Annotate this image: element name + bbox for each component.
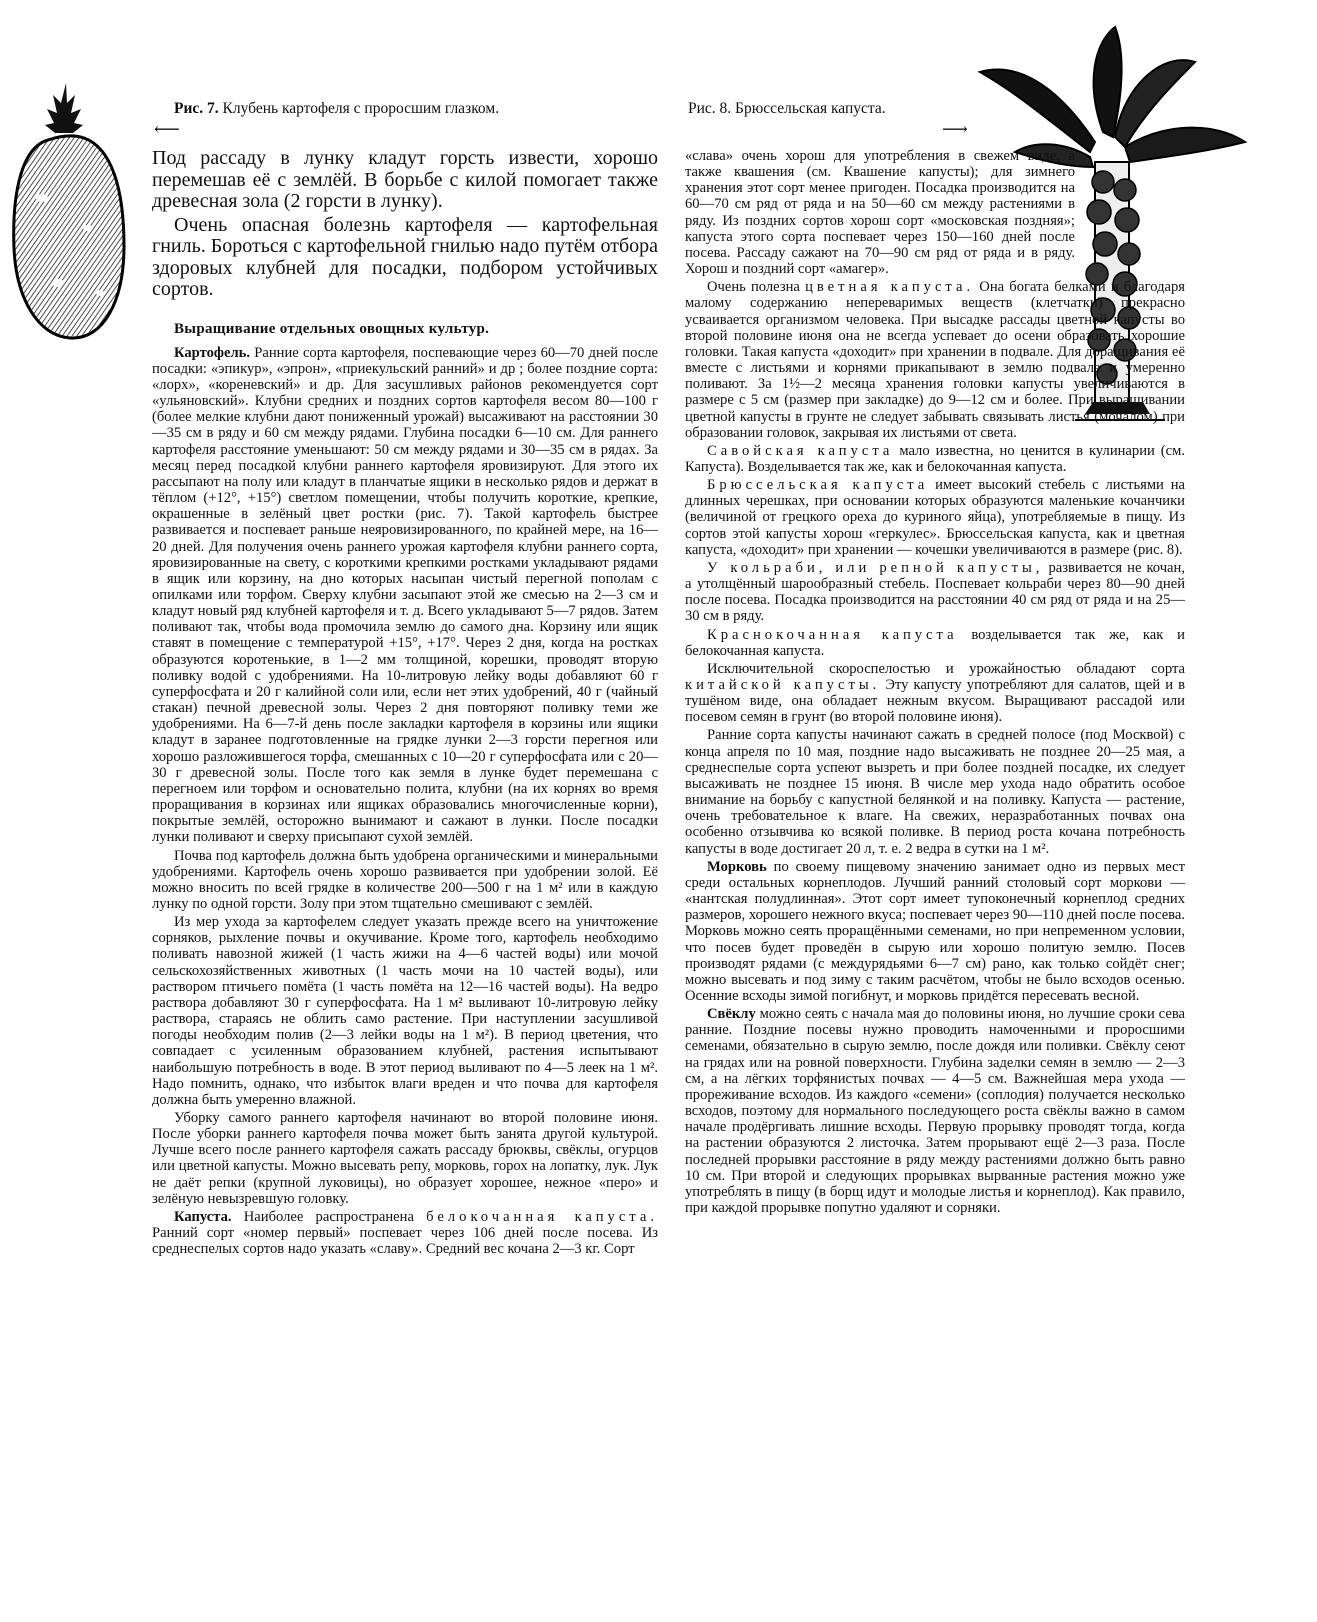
potato-lead: Картофель. (174, 344, 251, 361)
figure-7-text: Клубень картофеля с проросшим глазком. (222, 100, 500, 117)
intro-paragraph-2: Очень опасная болезнь картофеля — картофельная гниль. Бороться с картофельной гнилью надо путём отбора здоровых клубней для посадки, подбором устойчивых сортов. (152, 213, 658, 300)
figure-8-caption (688, 100, 886, 118)
cabbage-lead: Капуста. (174, 1208, 232, 1225)
intro-paragraphs (152, 148, 658, 301)
right-paragraph-2: Очень полезна цветная капуста. Она богата белками и благодаря малому содержанию непереваримых веществ (клетчатки) прекрасно усваивается организмом человека. При высадке рассады цветной капусты во второй половине июня она не всегда успевает до осени образовать хорошие головки. Такая капуста «доходит» при хранении в подвале. Для доращивания её вместе с листьями и корнями прикапывают в землю подвала и умеренно поливают. За 1½—2 месяца хранения головки капусты увеличиваются в размере с 5 см (размер при закладке) до 9—12 см и более. При выращивании цветной капусты в грунте не следует забывать связывать листья (мочалом) при образовании головок, закрывая их листьями от света. (685, 279, 1186, 441)
beet-lead: Свёклу (707, 1006, 756, 1023)
right-paragraph-9: Морковь по своему пищевому значению занимает одно из первых мест среди остальных корнеплодов. Лучший ранний столовый сорт моркови — «нантская полудлинная». Этот сорт имеет тупоконечный корнеплод средних размеров, хорошего нежного вкуса; поспевает через 90—110 дней после посева. Морковь можно сеять проращёнными семенами, но при непременном условии, что посев будет проведён в сырую или хорошо политую землю. Посев производят рядами (с междурядьями 6—7 см) рано, как только сойдёт снег; можно высевать и под зиму с таким расчётом, чтобы не было всходов осенью. Осенние всходы зимой погибнут, и морковь придётся пересевать весной. (685, 858, 1185, 1004)
left-column (152, 148, 658, 1259)
right-paragraph-7: Исключительной скороспелостью и урожайностью обладают сорта китайской капусты. Эту капусту употребляют для салатов, щей и в тушёном виде, она обладает нежным вкусом. Выращивают рассадой или посевом семян в грунт (во второй половине июня). (685, 660, 1185, 726)
figure-8-text: Брюссельская капуста. (735, 100, 886, 117)
right-paragraph-3: Савойская капуста мало известна, но ценится в кулинарии (см. Капуста). Возделывается так же, как и белокочанная капуста. (685, 442, 1185, 475)
right-column (685, 148, 1185, 1218)
figure-7-caption (174, 100, 499, 118)
right-arrow-icon: ⟶ (942, 119, 968, 139)
potato-paragraph-4: Уборку самого раннего картофеля начинают во второй половине июня. После уборки раннего картофеля почва может быть занята другой культурой. Лучше всего после раннего картофеля сажать рассаду брюквы, свёклы, огурцов или цветной капусты. Можно высевать репу, морковь, горох на лопатку, лук. Лук не даёт репки (крупной луковицы), но образует хорошее, нежное «перо» и зелёную невызревшую головку. (152, 1110, 658, 1207)
potato-paragraph-1: Картофель. Ранние сорта картофеля, поспевающие через 60—70 дней после посадки: «эпикур», «эпрон», «приекульский ранний» и др ; более поздние сорта: «лорх», «кореневский» и др. Для засушливых районов рекомендуется сорт «ульяновский». Клубни средних и поздних сортов картофеля весом 80—100 г (более мелкие клубни дают пониженный урожай) высаживают на расстоянии 30—35 см в ряду и 60 см между рядами. Глубина посадки 6—10 см. Для раннего картофеля расстояние уменьшают: 50 см между рядами и 30—35 см в рядах. За месяц перед посадкой клубни раннего картофеля яровизируют. Для этого их рассыпают на полу или кладут в планчатые ящики в несколько рядов и держат в тёплом (+12°, +15°) светлом помещении, чтобы получить короткие, крепкие, окрашенные в зелёный цвет ростки (рис. 7). Такой картофель быстрее развивается и поспевает раньше неяровизированного, по крайней мере, на 16—20 дней. Для получения очень раннего урожая картофеля клубни раннего сорта, яровизированные на свету, с короткими крепкими ростками укладывают рядами в ящик или корзину, на дно которых насыпан чистый перегной пополам с опилками или торфом. Сверху клубни засыпают этой же смесью на 2—3 см и кладут новый ряд клубней картофеля и т. д. Всего укладывают 5—7 рядов. Затем поливают так, чтобы вода промочила землю до самого дна. Корзину или ящик ставят в помещение с температурой +15°, +17°. Через 2 дня, когда на ростках образуются коротенькие, в 1—2 мм толщиной, корешки, проводят вторую поливку водой с удобрениями. На 10-литровую лейку воды добавляют 60 г суперфосфата и 20 г калийной соли или, если нет этих удобрений, 40 г (чайный стакан) печной древесной золы. Через 2 дня повторяют поливку теми же удобрениями. На 6—7-й день после закладки картофеля в корзины или ящики кладут в заранее подготовленные на грядке лунки 2—3 горсти перегноя или хорошо разложившегося торфа, смешанных с 10—20 г суперфосфата или с 20—30 г древесной золы. После того как земля в лунке будет перемешана с перегноем или торфом и основательно полита, клубни (на их корнях во время проращивания в корзинах или ящиках образовались многочисленные корни), покрытые землёй, осторожно вынимают и сажают в лунки. После посадки лунки поливают и сверху присыпают сухой землёй. (152, 344, 658, 846)
section-heading: Выращивание отдельных овощных культур. (174, 320, 490, 337)
right-paragraph-1: «слава» очень хорош для употребления в свежем виде, а также квашения (см. Квашение капусты); для зимнего хранения этот сорт менее пригоден. Посадка производится на 60—70 см ряд от ряда и на 50—60 см между растениями в ряду. Из поздних сортов хорош сорт «московская поздняя»; капуста этого сорта поспевает через 150—160 дней после посева. Рассаду сажают на 70—90 см ряд от ряда и в ряду. Хорош и поздний сорт «амагер». (685, 148, 1075, 278)
cabbage-paragraph: Капуста. Наиболее распространена белокочанная капуста. Ранний сорт «номер первый» поспевает через 106 дней после посева. Из среднеспелых сортов надо указать «славу». Средний вес кочана 2—3 кг. Сорт (152, 1208, 658, 1258)
intro-paragraph-1: Под рассаду в лунку кладут горсть извести, хорошо перемешав её с землёй. В борьбе с килой помогает также древесная зола (2 горсти в лунку). (152, 147, 658, 212)
left-arrow-icon: ⟵ (154, 119, 180, 139)
right-paragraph-8: Ранние сорта капусты начинают сажать в средней полосе (под Москвой) с конца апреля по 10 мая, поздние надо высаживать не позднее 20—25 мая, а среднеспелые сорта успеют вызреть и при более поздней посадке, их следует высаживать не позднее 15 июня. В числе мер ухода надо обратить особое внимание на борьбу с капустной белянкой и на поливку. Капуста — растение, очень требовательное к влаге. На свежих, неразработанных почвах она особенно отзывчива ко всякой поливке. В период роста кочана потребность капусты в воде достигает 20 л, т. е. 2 ведра в сутки на 1 м². (685, 727, 1185, 857)
figure-8-label: Рис. 8. (688, 100, 732, 117)
figure-7-label: Рис. 7. (174, 100, 219, 117)
potato-tuber-illustration (8, 78, 130, 344)
right-paragraph-10: Свёклу можно сеять с начала мая до половины июня, но лучшие сроки сева ранние. Поздние посевы нужно проводить намоченными и проросшими семенами, обязательно в сырую землю, после дождя или поливки. Свёклу сеют на грядах или на ровной поверхности. Глубина заделки семян в землю — 2—3 см, а на лёгких торфянистых почвах — 4—5 см. Важнейшая мера ухода — прореживание всходов. Из каждого «семени» (соплодия) получается несколько всходов, поэтому для нормального последующего роста свёклы важно в самом начале продёргивать лишние всходы. Первую прорывку проводят тогда, когда на растении образуются 2 листочка. Затем прорывают ещё 2—3 раза. После последней прорывки расстояние в ряду между растениями должно быть равно 10 см. При второй и следующих прорывках вырванные растения можно уже употреблять в пищу (в борщ идут и молодые листья и корнеплод). Как правило, при каждой прорывке попутно удаляют и сорняки. (685, 1006, 1185, 1216)
right-paragraph-4: Брюссельская капуста имеет высокий стебель с листьями на длинных черешках, при основании которых образуются маленькие кочанчики (величиной от грецкого ореха до куриного яйца), употребляемые в пищу. Из сортов этой капусты хорош «геркулес». Брюссельская капуста, как и цветная капуста, «доходит» при хранении — кочешки увеличиваются в размере (рис. 8). (685, 477, 1185, 558)
carrot-lead: Морковь (707, 858, 767, 875)
right-paragraph-5: У кольраби, или репной капусты, развивается не кочан, а утолщённый шарообразный стебель. Поспевает кольраби через 80—90 дней после посева. Посадка производится на расстоянии 40 см ряд от ряда и на 25—30 см в ряду. (685, 559, 1185, 625)
potato-paragraph-2: Почва под картофель должна быть удобрена органическими и минеральными удобрениями. Картофель очень хорошо развивается при удобрении золой. Её можно вносить по всей грядке в количестве 200—500 г на 1 м² или в каждую лунку по одной горсти. Золу при этом тщательно смешивают с землёй. (152, 847, 658, 912)
potato-paragraph-3: Из мер ухода за картофелем следует указать прежде всего на уничтожение сорняков, рыхление почвы и окучивание. Кроме того, картофель необходимо поливать навозной жижей (1 часть жижи на 4—6 частей воды) или мочой сельскохозяйственных животных (1 часть мочи на 10 частей воды), или раствором птичьего помёта (1 часть помёта на 12—16 частей воды). На ведро раствора добавляют 30 г суперфосфата. На 1 м² выливают 10-литровую лейку раствора, стараясь не облить само растение. При наступлении засушливой погоды необходим полив (2—3 лейки воды на 1 м²). В период цветения, что совпадает с усиленным образованием клубней, растения испытывают наибольшую потребность в воде. В этот период выливают по 4—5 леек на 1 м². Надо помнить, однако, что избыток влаги вреден и что почва для картофеля должна быть умеренно влажной. (152, 914, 658, 1108)
right-paragraph-6: Краснокочанная капуста возделывается так же, как и белокочанная капуста. (685, 626, 1185, 659)
